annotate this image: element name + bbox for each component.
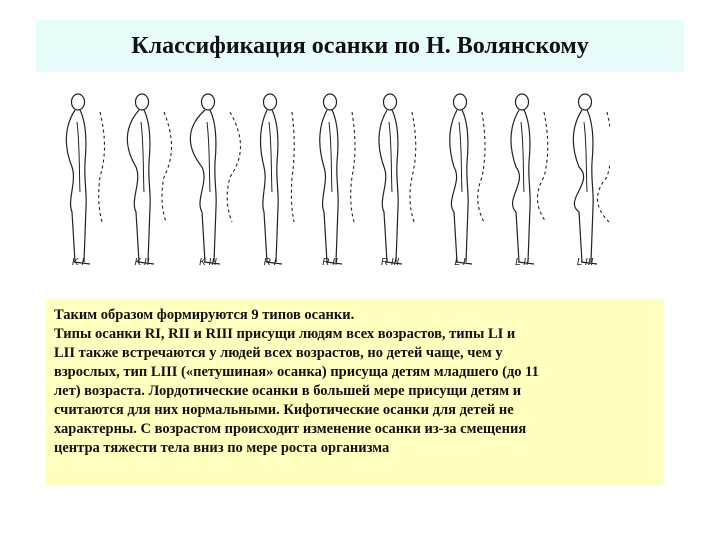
- description-line: лет) возраста. Лордотические осанки в большей мере присущи детям и: [54, 383, 522, 399]
- figure-label: K I: [71, 257, 85, 268]
- posture-figure: [379, 94, 416, 264]
- posture-figure: [190, 94, 240, 264]
- description-line: считаются для них нормальными. Кифотические осанки для детей не: [54, 402, 514, 418]
- figure-label: L I: [454, 257, 466, 268]
- posture-figure: [127, 94, 171, 264]
- description-line: взрослых, тип LIII («петушиная» осанка) присуща детям младшего (до 11: [54, 364, 539, 380]
- posture-silhouettes-illustration: [50, 80, 610, 280]
- posture-figure: [320, 94, 355, 264]
- description-line: Типы осанки RI, RII и RIII присущи людям всех возрастов, типы LI и: [54, 326, 516, 342]
- figure-label: K III: [199, 257, 217, 268]
- figure-label: R II: [322, 257, 338, 268]
- figure-label: L III: [576, 257, 594, 268]
- figure-label: K II: [134, 257, 150, 268]
- description-line: Таким образом формируются 9 типов осанки.: [54, 307, 355, 323]
- figure-label: R I: [263, 257, 277, 268]
- description-box: [46, 299, 664, 485]
- posture-figure: [511, 94, 548, 264]
- description-line: характерны. С возрастом происходит изменение осанки из-за смещения: [54, 421, 527, 437]
- figure-label: L II: [515, 257, 529, 268]
- posture-figure: [261, 94, 295, 264]
- description-line: LII также встречаются у людей всех возрастов, но детей чаще, чем у: [54, 345, 503, 361]
- page-title: Классификация осанки по Н. Волянскому: [131, 32, 589, 59]
- figure-label: R III: [380, 257, 400, 268]
- description-line: центра тяжести тела вниз по мере роста организма: [54, 440, 390, 456]
- posture-figures: [50, 80, 610, 280]
- posture-figure: [573, 94, 610, 264]
- title-bar: [36, 20, 684, 72]
- posture-figure: [450, 94, 485, 264]
- posture-figure: [66, 94, 104, 264]
